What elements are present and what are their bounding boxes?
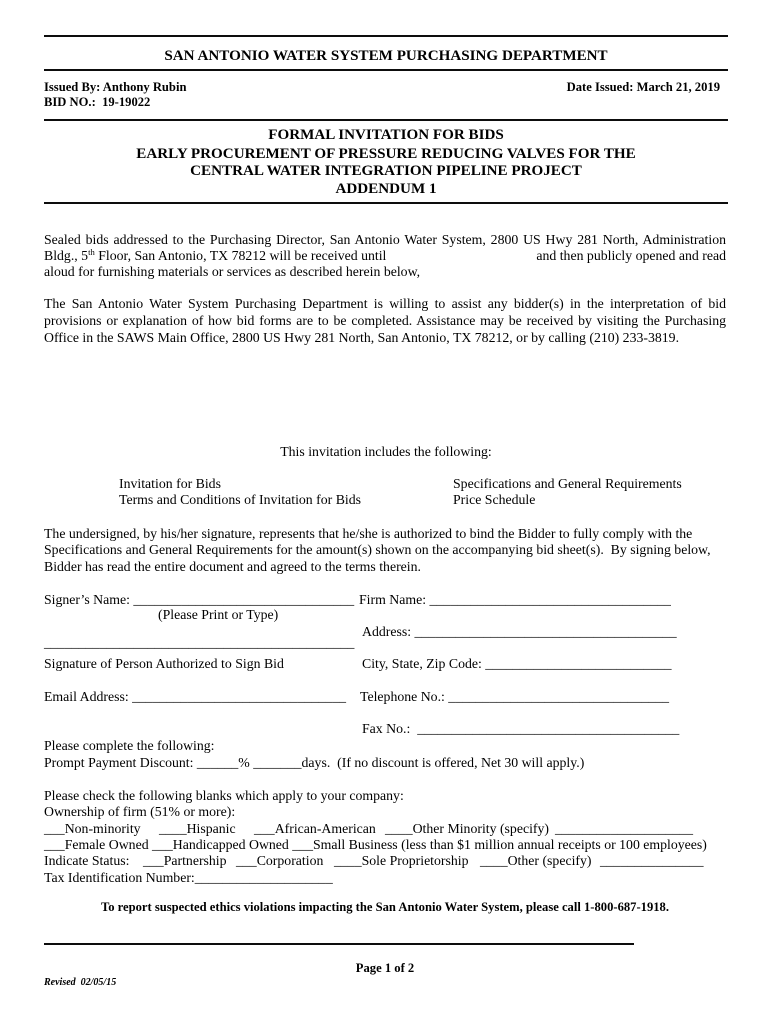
title-bottom-rule xyxy=(44,202,728,204)
header-middle-rule xyxy=(44,69,728,71)
undersigned-line2: Specifications and General Requirements for the amount(s) shown on the accompanying bid sheet(s). By signing below, xyxy=(44,542,711,557)
page-number: Page 1 of 2 xyxy=(355,961,415,975)
signature-label: Signature of Person Authorized to Sign Bid xyxy=(44,656,284,671)
ownership-label: Ownership of firm (51% or more): xyxy=(44,804,236,819)
ethics-notice: To report suspected ethics violations impacting the San Antonio Water System, please call 1-800-687-1918. xyxy=(100,900,669,914)
includes-item-price-schedule: Price Schedule xyxy=(453,492,536,507)
sealed-bids-line1: Sealed bids addressed to the Purchasing Director, San Antonio Water System, 2800 US Hwy 281 North, Administration xyxy=(44,232,726,247)
department-heading: SAN ANTONIO WATER SYSTEM PURCHASING DEPARTMENT xyxy=(164,48,608,64)
sealed-bids-line2-rest: Floor, San Antonio, TX 78212 will be received until xyxy=(94,248,387,263)
document-title-line3: CENTRAL WATER INTEGRATION PIPELINE PROJECT xyxy=(190,163,582,179)
sealed-bids-line2-right: and then publicly opened and read xyxy=(536,248,726,263)
undersigned-line1: The undersigned, by his/her signature, represents that he/she is authorized to bind the Bidder to fully comply with the xyxy=(44,526,693,541)
status-label: Indicate Status: xyxy=(44,853,130,868)
assistance-line1: The San Antonio Water System Purchasing Department is willing to assist any bidder(s) in the interpretation of bid xyxy=(44,296,726,311)
status-option-other: ____Other (specify) xyxy=(480,853,592,868)
email-field: Email Address: _______________________________ xyxy=(44,689,346,704)
address-field: Address: ______________________________________ xyxy=(362,624,677,639)
header-bottom-rule xyxy=(44,119,728,121)
tax-id-field: Tax Identification Number:____________________ xyxy=(44,870,333,885)
status-option-sole-proprietorship: ____Sole Proprietorship xyxy=(334,853,469,868)
other-minority-specify-blank: ____________________ xyxy=(555,821,693,836)
sealed-bids-line2-start: Bldg., 5 xyxy=(44,248,89,263)
sealed-bids-line3: aloud for furnishing materials or services as described herein below, xyxy=(44,264,421,279)
status-option-corporation: ___Corporation xyxy=(236,853,324,868)
signature-line: _____________________________________________ xyxy=(44,635,355,650)
print-hint: (Please Print or Type) xyxy=(158,607,279,622)
issued-by: Issued By: Anthony Rubin xyxy=(44,80,187,94)
revision-date: Revised 02/05/15 xyxy=(44,977,117,988)
includes-item-terms: Terms and Conditions of Invitation for Bids xyxy=(119,492,361,507)
bid-number: BID NO.: 19-19022 xyxy=(44,95,151,109)
includes-item-invitation: Invitation for Bids xyxy=(119,476,221,491)
prompt-payment-discount: Prompt Payment Discount: ______% _______days. (If no discount is offered, Net 30 will apply.) xyxy=(44,755,585,770)
status-other-specify-blank: _______________ xyxy=(600,853,704,868)
date-issued: Date Issued: March 21, 2019 xyxy=(566,80,720,94)
city-state-zip-field: City, State, Zip Code: ___________________________ xyxy=(362,656,672,671)
assistance-line2: provisions or explanation of how bid forms are to be completed. Assistance may be received by visiting the Purchasing xyxy=(44,313,726,328)
document-title-line2: EARLY PROCUREMENT OF PRESSURE REDUCING VALVES FOR THE xyxy=(136,146,636,162)
header-top-rule xyxy=(44,35,728,37)
signers-name-field: Signer’s Name: ________________________________ xyxy=(44,592,355,607)
includes-item-specifications: Specifications and General Requirements xyxy=(453,476,682,491)
document-title-line1: FORMAL INVITATION FOR BIDS xyxy=(268,127,504,143)
fax-field: Fax No.: ______________________________________ xyxy=(362,721,680,736)
includes-intro: This invitation includes the following: xyxy=(280,444,492,459)
ownership-option-african-american: ___African-American xyxy=(254,821,376,836)
status-option-partnership: ___Partnership xyxy=(143,853,227,868)
company-blanks-intro: Please check the following blanks which apply to your company: xyxy=(44,788,404,803)
telephone-field: Telephone No.: ________________________________ xyxy=(360,689,670,704)
ordinal-superscript: th xyxy=(88,247,95,257)
ownership-options-row2: ___Female Owned ___Handicapped Owned ___Small Business (less than $1 million annual receipts or 100 employees) xyxy=(44,837,707,852)
footer-rule xyxy=(44,943,634,945)
ownership-option-other-minority: ____Other Minority (specify) xyxy=(385,821,549,836)
firm-name-field: Firm Name: ___________________________________ xyxy=(359,592,671,607)
assistance-line3: Office in the SAWS Main Office, 2800 US Hwy 281 North, San Antonio, TX 78212, or by calling (210) 233-3819. xyxy=(44,330,680,345)
ownership-option-hispanic: ____Hispanic xyxy=(159,821,236,836)
complete-following-label: Please complete the following: xyxy=(44,738,215,753)
undersigned-line3: Bidder has read the entire document and agreed to the terms therein. xyxy=(44,559,421,574)
document-title-line4: ADDENDUM 1 xyxy=(335,181,437,197)
ownership-option-non-minority: ___Non-minority xyxy=(44,821,141,836)
